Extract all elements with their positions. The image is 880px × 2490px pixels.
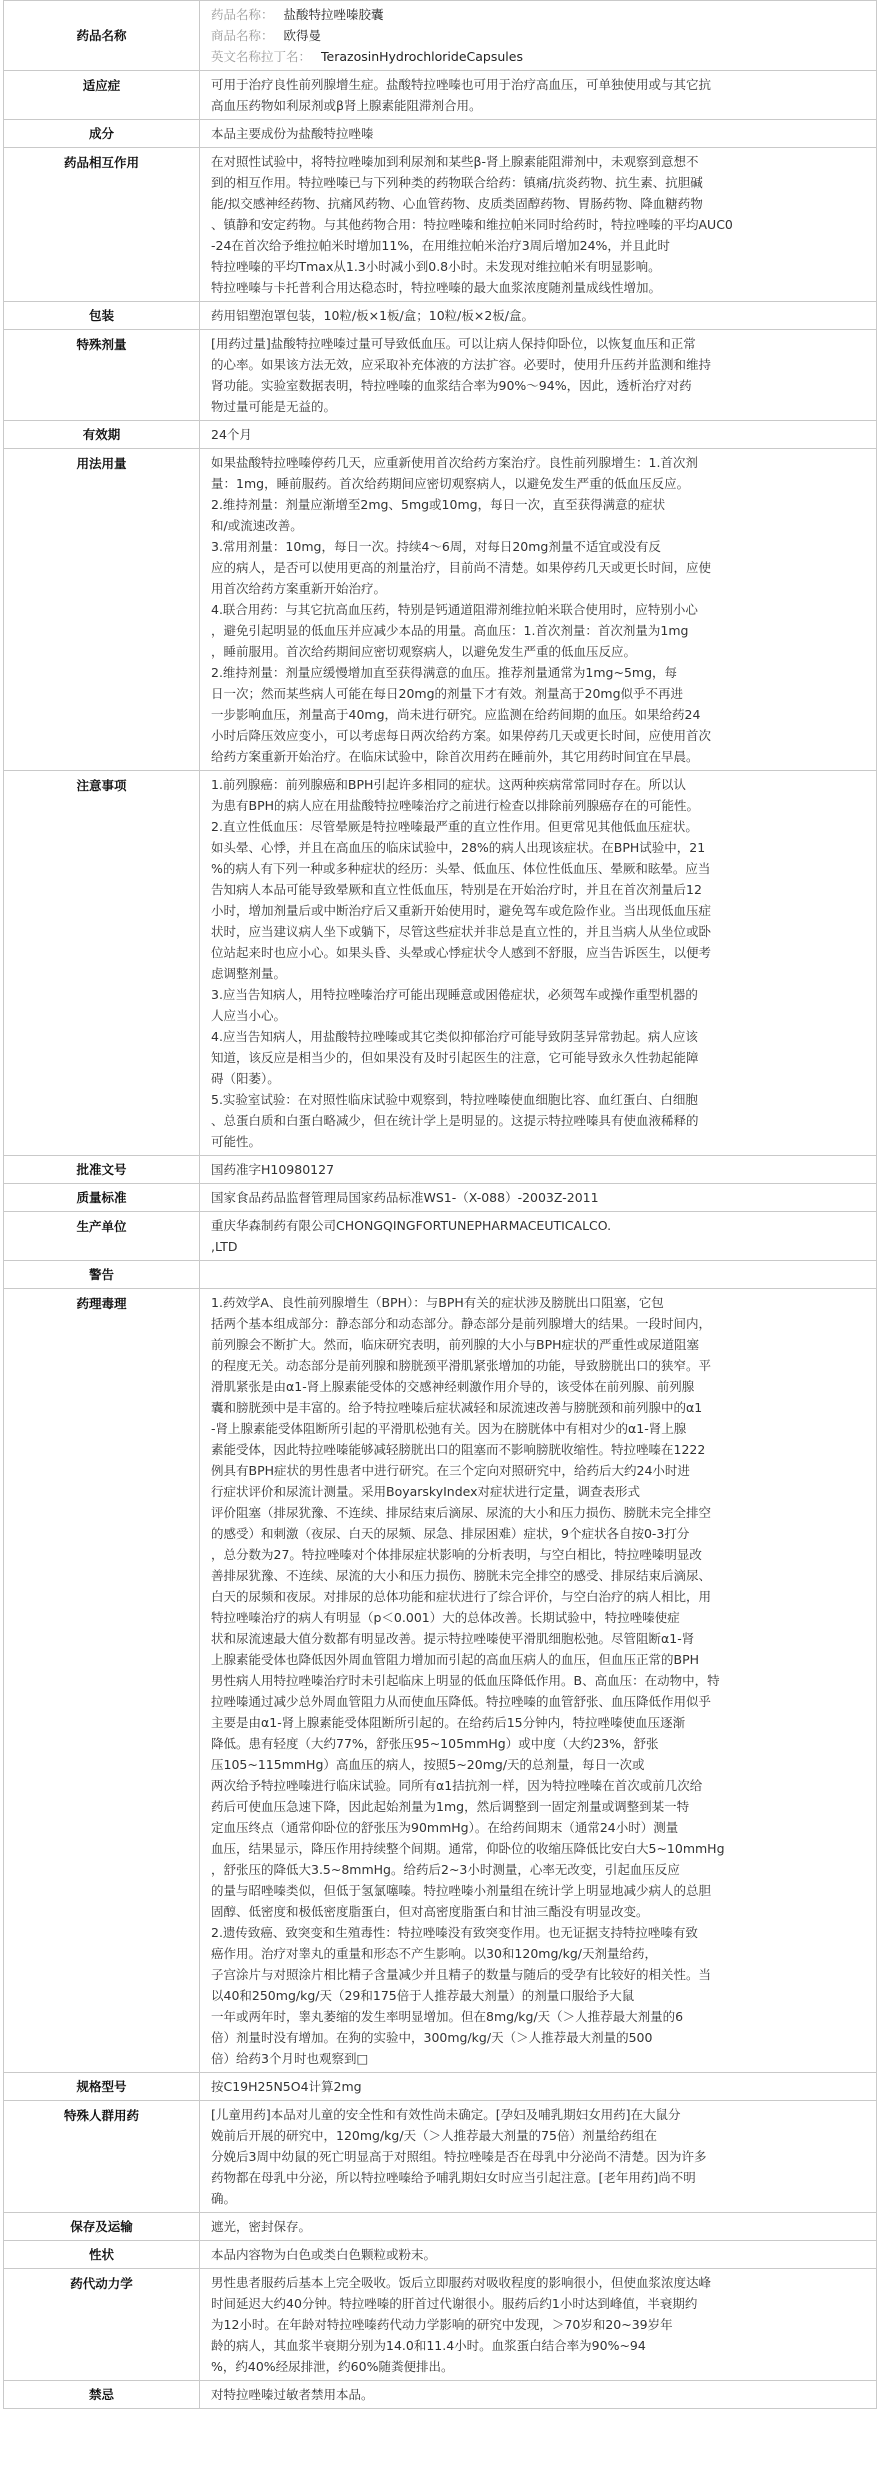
text-line: 24个月	[211, 427, 252, 442]
text-line: 一步影响血压，剂量高于40mg，尚未进行研究。应监测在给药间期的血压。如果给药24	[211, 707, 701, 722]
text-line: 一年或两年时，睾丸萎缩的发生率明显增加。但在8mg/kg/天（＞人推荐最大剂量的6	[211, 2009, 684, 2024]
text-line: 特拉唑嗪的平均Tmax从1.3小时减小到0.8小时。未发现对维拉帕米有明显影响。	[211, 259, 661, 274]
text-line: 知道，该反应是相当少的，但如果没有及时引起医生的注意，它可能导致永久性勃起能障	[211, 1050, 699, 1065]
text-line: 时间延迟大约40分钟。特拉唑嗪的肝首过代谢很小。服药后约1小时达到峰值，半衰期约	[211, 2296, 698, 2311]
text-line: 降低。患有轻度（大约77%，舒张压95~105mmHg）或中度（大约23%，舒张	[211, 1736, 659, 1751]
row-label: 成分	[4, 120, 200, 148]
info-row	[4, 1212, 877, 1261]
text-line: %的病人有下列一种或多种症状的经历：头晕、低血压、体位性低血压、晕厥和眩晕。应当	[211, 861, 711, 876]
text-line: 特拉唑嗪与卡托普利合用达稳态时，特拉唑嗪的最大血浆浓度随剂量成线性增加。	[211, 280, 662, 295]
info-row	[4, 1261, 877, 1289]
text-line: 为12小时。在年龄对特拉唑嗪药代动力学影响的研究中发现，＞70岁和20~39岁年	[211, 2317, 673, 2332]
text-line: -24在首次给予维拉帕米时增加11%，在用维拉帕米治疗3周后增加24%，并且此时	[211, 238, 670, 253]
text-line: 囊和膀胱颈中是丰富的。给予特拉唑嗪后症状减轻和尿流速改善与膀胱颈和前列腺中的α1	[211, 1400, 703, 1415]
text-line: 倍）给药3个月时也观察到□	[211, 2051, 369, 2066]
row-label: 规格型号	[4, 2073, 200, 2101]
text-line: 特拉唑嗪治疗的病人有明显（p＜0.001）大的总体改善。长期试验中，特拉唑嗪使症	[211, 1610, 680, 1625]
name-label: 英文名称拉丁名：	[211, 49, 312, 64]
text-line: 2.维持剂量：剂量应渐增至2mg、5mg或10mg，每日一次，直至获得满意的症状	[211, 497, 666, 512]
row-label: 药品相互作用	[4, 148, 200, 302]
name-row-english	[211, 46, 868, 67]
text-line: 的心率。如果该方法无效，应采取补充体液的方法扩容。必要时，使用升压药并监测和维持	[211, 357, 712, 372]
row-value	[200, 449, 877, 771]
text-line: 子宫涂片与对照涂片相比精子含量减少并且精子的数量与随后的受孕有比较好的相关性。当	[211, 1967, 712, 1982]
text-line: 娩前后开展的研究中，120mg/kg/天（＞人推荐最大剂量的75倍）剂量给药组在	[211, 2128, 657, 2143]
text-line: 可能性。	[211, 1134, 262, 1149]
row-value	[200, 1261, 877, 1289]
text-line: 1.前列腺癌：前列腺癌和BPH引起许多相同的症状。这两种疾病常常同时存在。所以认	[211, 777, 686, 792]
text-line: 2.直立性低血压：尽管晕厥是特拉唑嗪最严重的直立性作用。但更常见其他低血压症状。	[211, 819, 698, 834]
text-line: 定血压终点（通常仰卧位的舒张压为90mmHg）。在给药间期末（通常24小时）测量	[211, 1820, 679, 1835]
text-line: ，避免引起明显的低血压并应减少本品的用量。高血压：1.首次剂量：首次剂量为1mg	[211, 623, 689, 638]
row-value	[200, 302, 877, 330]
text-line: 药物都在母乳中分泌，所以特拉唑嗪给予哺乳期妇女时应当引起注意。[老年用药]尚不明	[211, 2170, 696, 2185]
text-line: 日一次；然而某些病人可能在每日20mg的剂量下才有效。剂量高于20mg似乎不再进	[211, 686, 684, 701]
text-line: 龄的病人，其血浆半衰期分别为14.0和11.4小时。血浆蛋白结合率为90%~94	[211, 2338, 646, 2353]
text-line: 男性病人用特拉唑嗪治疗时未引起临床上明显的低血压降低作用。B、高血压：在动物中，特	[211, 1673, 720, 1688]
row-names	[4, 1, 877, 71]
name-label: 商品名称：	[211, 28, 274, 43]
text-line: ，总分数为27。特拉唑嗪对个体排尿症状影响的分析表明，与空白相比，特拉唑嗪明显改	[211, 1547, 702, 1562]
text-line: 高血压药物如利尿剂或β肾上腺素能阻滞剂合用。	[211, 98, 482, 113]
row-value	[200, 2073, 877, 2101]
row-label: 有效期	[4, 421, 200, 449]
info-row	[4, 302, 877, 330]
text-line: 用首次给药方案重新开始治疗。	[211, 581, 387, 596]
info-row	[4, 449, 877, 771]
row-value	[200, 1156, 877, 1184]
row-value	[200, 2241, 877, 2269]
text-line: 以40和250mg/kg/天（29和175倍于人推荐最大剂量）的剂量口服给予大鼠	[211, 1988, 635, 2003]
text-line: [儿童用药]本品对儿童的安全性和有效性尚未确定。[孕妇及哺乳期妇女用药]在大鼠分	[211, 2107, 681, 2122]
info-row	[4, 330, 877, 421]
text-line: 3.常用剂量：10mg，每日一次。持续4～6周，对每日20mg剂量不适宜或没有反	[211, 539, 661, 554]
row-label: 特殊剂量	[4, 330, 200, 421]
text-line: ，舒张压的降低大3.5~8mmHg。给药后2~3小时测量，心率无改变，引起血压反应	[211, 1862, 680, 1877]
name-value: TerazosinHydrochlorideCapsules	[321, 49, 523, 64]
info-row	[4, 120, 877, 148]
row-value	[200, 330, 877, 421]
row-value	[200, 71, 877, 120]
row-value	[200, 2101, 877, 2213]
text-line: 男性患者服药后基本上完全吸收。饭后立即服药对吸收程度的影响很小，但使血浆浓度达峰	[211, 2275, 712, 2290]
text-line: 状时，应当建议病人坐下或躺下，尽管这些症状并非总是直立性的，并且当病人从坐位或卧	[211, 924, 712, 939]
text-line: 行症状评价和尿流计测量。采用BoyarskyIndex对症状进行定量，调查表形式	[211, 1484, 641, 1499]
name-value: 盐酸特拉唑嗪胶囊	[283, 7, 384, 22]
text-line: 本品内容物为白色或类白色颗粒或粉末。	[211, 2247, 437, 2262]
info-row	[4, 1184, 877, 1212]
row-value	[200, 2269, 877, 2381]
row-label: 用法用量	[4, 449, 200, 771]
name-row-generic	[211, 4, 868, 25]
name-value: 欧得曼	[283, 28, 322, 43]
text-line: 位站起来时也应小心。如果头昏、头晕或心悸症状令人感到不舒服，应当告诉医生，以便考	[211, 945, 712, 960]
row-label: 质量标准	[4, 1184, 200, 1212]
text-line: 药用铝塑泡罩包装，10粒/板×1板/盒；10粒/板×2板/盒。	[211, 308, 535, 323]
row-label: 保存及运输	[4, 2213, 200, 2241]
text-line: 癌作用。治疗对睾丸的重量和形态不产生影响。以30和120mg/kg/天剂量给药，	[211, 1946, 657, 1961]
text-line: 、总蛋白质和白蛋白略减少，但在统计学上是明显的。这提示特拉唑嗪具有使血液稀释的	[211, 1113, 699, 1128]
text-line: 白天的尿频和夜尿。对排尿的总体功能和症状进行了综合评价，与空白治疗的病人相比，用	[211, 1589, 712, 1604]
text-line: 物过量可能是无益的。	[211, 399, 337, 414]
text-line: 药后可使血压急速下降，因此起始剂量为1mg，然后调整到一固定剂量或调整到某一特	[211, 1799, 690, 1814]
name-label: 药品名称：	[211, 7, 274, 22]
info-row	[4, 2241, 877, 2269]
text-line: 前列腺会不断扩大。然而，临床研究表明，前列腺的大小与BPH症状的严重性或尿道阻塞	[211, 1337, 700, 1352]
text-line: 碍（阳萎）。	[211, 1071, 280, 1086]
row-label: 批准文号	[4, 1156, 200, 1184]
text-line: 血压，结果显示，降压作用持续整个间期。通常，仰卧位的收缩压降低比安白大5~10mmHg	[211, 1841, 725, 1856]
row-label: 药代动力学	[4, 2269, 200, 2381]
text-line: 分娩后3周中幼鼠的死亡明显高于对照组。特拉唑嗪是否在母乳中分泌尚不清楚。因为许多	[211, 2149, 707, 2164]
text-line: 应的病人，是否可以使用更高的剂量治疗，目前尚不清楚。如果停药几天或更长时间，应使	[211, 560, 712, 575]
text-line: 状和尿流速最大值分数都有明显改善。提示特拉唑嗪使平滑肌细胞松弛。尽管阻断α1-肾	[211, 1631, 695, 1646]
row-value	[200, 2213, 877, 2241]
row-label: 药理毒理	[4, 1289, 200, 2073]
text-line: 能/拟交感神经药物、抗痛风药物、心血管药物、皮质类固醇药物、胃肠药物、降血糖药物	[211, 196, 703, 211]
row-value	[200, 1212, 877, 1261]
text-line: ,LTD	[211, 1239, 238, 1254]
row-value	[200, 421, 877, 449]
text-line: 遮光，密封保存。	[211, 2219, 312, 2234]
row-label: 适应症	[4, 71, 200, 120]
text-line: 肾功能。实验室数据表明，特拉唑嗪的血浆结合率为90%～94%，因此，透析治疗对药	[211, 378, 692, 393]
info-row	[4, 2381, 877, 2409]
row-label: 包装	[4, 302, 200, 330]
text-line: 压105~115mmHg）高血压的病人，按照5~20mg/天的总剂量，每日一次或	[211, 1757, 645, 1772]
text-line: 倍）剂量时没有增加。在狗的实验中，300mg/kg/天（＞人推荐最大剂量的500	[211, 2030, 653, 2045]
text-line: 量：1mg，睡前服药。首次给药期间应密切观察病人，以避免发生严重的低血压反应。	[211, 476, 690, 491]
info-row	[4, 1156, 877, 1184]
name-row-trade	[211, 25, 868, 46]
text-line: 上腺素能受体也降低因外周血管阻力增加而引起的高血压病人的血压，但血压正常的BPH	[211, 1652, 700, 1667]
text-line: 1.药效学A、良性前列腺增生（BPH）：与BPH有关的症状涉及膀胱出口阻塞，它包	[211, 1295, 664, 1310]
text-line: 素能受体，因此特拉唑嗪能够减轻膀胱出口的阻塞而不影响膀胱收缩性。特拉唑嗪在1222	[211, 1442, 706, 1457]
text-line: 和/或流速改善。	[211, 518, 303, 533]
text-line: 到的相互作用。特拉唑嗪已与下列种类的药物联合给药：镇痛/抗炎药物、抗生素、抗胆碱	[211, 175, 703, 190]
info-row	[4, 771, 877, 1156]
text-line: 如头晕、心悸，并且在高血压的临床试验中，28%的病人出现该症状。在BPH试验中，21	[211, 840, 706, 855]
text-line: 小时后降压效应变小，可以考虑每日两次给药方案。如果停药几天或更长时间，应使用首次	[211, 728, 712, 743]
text-line: [用药过量]盐酸特拉唑嗪过量可导致低血压。可以让病人保持仰卧位，以恢复血压和正常	[211, 336, 696, 351]
text-line: ，睡前服用。首次给药期间应密切观察病人，以避免发生严重的低血压反应。	[211, 644, 637, 659]
text-line: 例具有BPH症状的男性患者中进行研究。在三个定向对照研究中，给药后大约24小时进	[211, 1463, 690, 1478]
row-value	[200, 148, 877, 302]
info-row	[4, 421, 877, 449]
text-line: 拉唑嗪通过减少总外周血管阻力从而使血压降低。特拉唑嗪的血管舒张、血压降低作用似乎	[211, 1694, 712, 1709]
text-line: 小时，增加剂量后或中断治疗后又重新开始使用时，避免驾车或危险作业。当出现低血压症	[211, 903, 712, 918]
text-line: 两次给予特拉唑嗪进行临床试验。同所有α1拮抗剂一样，因为特拉唑嗪在首次或前几次给	[211, 1778, 703, 1793]
info-row	[4, 1289, 877, 2073]
info-row	[4, 2101, 877, 2213]
text-line: 4.应当告知病人，用盐酸特拉唑嗪或其它类似抑郁治疗可能导致阴茎异常勃起。病人应该	[211, 1029, 698, 1044]
text-line: 如果盐酸特拉唑嗪停药几天，应重新使用首次给药方案治疗。良性前列腺增生：1.首次剂	[211, 455, 698, 470]
text-line: 在对照性试验中，将特拉唑嗪加到利尿剂和某些β-肾上腺素能阻滞剂中，未观察到意想不	[211, 154, 699, 169]
text-line: 国家食品药品监督管理局国家药品标准WS1-（X-088）-2003Z-2011	[211, 1190, 599, 1205]
text-line: 的程度无关。动态部分是前列腺和膀胱颈平滑肌紧张增加的功能，导致膀胱出口的狭窄。平	[211, 1358, 712, 1373]
text-line: 可用于治疗良性前列腺增生症。盐酸特拉唑嗪也可用于治疗高血压，可单独使用或与其它抗	[211, 77, 712, 92]
text-line: 按C19H25N5O4计算2mg	[211, 2079, 362, 2094]
text-line: %，约40%经尿排泄，约60%随粪便排出。	[211, 2359, 454, 2374]
row-label: 禁忌	[4, 2381, 200, 2409]
info-row	[4, 2213, 877, 2241]
row-label: 性状	[4, 2241, 200, 2269]
row-label: 注意事项	[4, 771, 200, 1156]
text-line: 5.实验室试验：在对照性临床试验中观察到，特拉唑嗪使血细胞比容、血红蛋白、白细胞	[211, 1092, 698, 1107]
text-line: 4.联合用药：与其它抗高血压药，特别是钙通道阻滞剂维拉帕米联合使用时，应特别小心	[211, 602, 698, 617]
text-line: 对特拉唑嗪过敏者禁用本品。	[211, 2387, 374, 2402]
text-line: 3.应当告知病人，用特拉唑嗪治疗可能出现睡意或困倦症状，必须驾车或操作重型机器的	[211, 987, 698, 1002]
row-value	[200, 2381, 877, 2409]
text-line: -肾上腺素能受体阻断所引起的平滑肌松弛有关。因为在膀胱体中有相对少的α1-肾上腺	[211, 1421, 687, 1436]
text-line: 国药准字H10980127	[211, 1162, 335, 1177]
text-line: 告知病人本品可能导致晕厥和直立性低血压，特别是在开始治疗时，并且在首次剂量后12	[211, 882, 702, 897]
row-value	[200, 1184, 877, 1212]
text-line: 固醇、低密度和极低密度脂蛋白，但对高密度脂蛋白和甘油三酯没有明显改变。	[211, 1904, 649, 1919]
info-row	[4, 71, 877, 120]
text-line	[211, 1264, 868, 1285]
text-line: 为患有BPH的病人应在用盐酸特拉唑嗪治疗之前进行检查以排除前列腺癌存在的可能性。	[211, 798, 700, 813]
info-row	[4, 2073, 877, 2101]
drug-info-table	[3, 0, 877, 2409]
text-line: 重庆华森制药有限公司CHONGQINGFORTUNEPHARMACEUTICALCO.	[211, 1218, 612, 1233]
text-line: 2.遗传致癌、致突变和生殖毒性：特拉唑嗪没有致突变作用。也无证据支持特拉唑嗪有致	[211, 1925, 698, 1940]
text-line: 善排尿犹豫、不连续、尿流的大小和压力损伤、膀胱未完全排空的感受、排尿结束后滴尿、	[211, 1568, 712, 1583]
text-line: 括两个基本组成部分：静态部分和动态部分。静态部分是前列腺增大的结果。一段时间内，	[211, 1316, 712, 1331]
text-line: 、镇静和安定药物。与其他药物合用：特拉唑嗪和维拉帕米同时给药时，特拉唑嗪的平均AUC0	[211, 217, 733, 232]
text-line: 评价阻塞（排尿犹豫、不连续、排尿结束后滴尿、尿流的大小和压力损伤、膀胱未完全排空	[211, 1505, 712, 1520]
info-row	[4, 148, 877, 302]
text-line: 人应当小心。	[211, 1008, 287, 1023]
row-value	[200, 1289, 877, 2073]
text-line: 的感受）和刺激（夜尿、白天的尿频、尿急、排尿困难）症状，9个症状各自按0-3打分	[211, 1526, 690, 1541]
text-line: 滑肌紧张是由α1-肾上腺素能受体的交感神经刺激作用介导的，该受体在前列腺、前列腺	[211, 1379, 695, 1394]
row-label: 警告	[4, 1261, 200, 1289]
row-value	[200, 771, 877, 1156]
text-line: 的量与昭唑嗪类似，但低于氢氯噻嗪。特拉唑嗪小剂量组在统计学上明显地减少病人的总胆	[211, 1883, 712, 1898]
text-line: 主要是由α1-肾上腺素能受体阻断所引起的。在给药后15分钟内，特拉唑嗪使血压逐渐	[211, 1715, 686, 1730]
text-line: 本品主要成份为盐酸特拉唑嗪	[211, 126, 374, 141]
text-line: 虑调整剂量。	[211, 966, 287, 981]
row-label: 药品名称	[4, 1, 200, 71]
text-line: 给药方案重新开始治疗。在临床试验中，除首次用药在睡前外，其它用药时间宜在早晨。	[211, 749, 699, 764]
text-line: 确。	[211, 2191, 237, 2206]
row-label: 特殊人群用药	[4, 2101, 200, 2213]
row-label: 生产单位	[4, 1212, 200, 1261]
name-values	[200, 1, 877, 71]
row-value	[200, 120, 877, 148]
info-row	[4, 2269, 877, 2381]
text-line: 2.维持剂量：剂量应缓慢增加直至获得满意的血压。推荐剂量通常为1mg~5mg，每	[211, 665, 678, 680]
